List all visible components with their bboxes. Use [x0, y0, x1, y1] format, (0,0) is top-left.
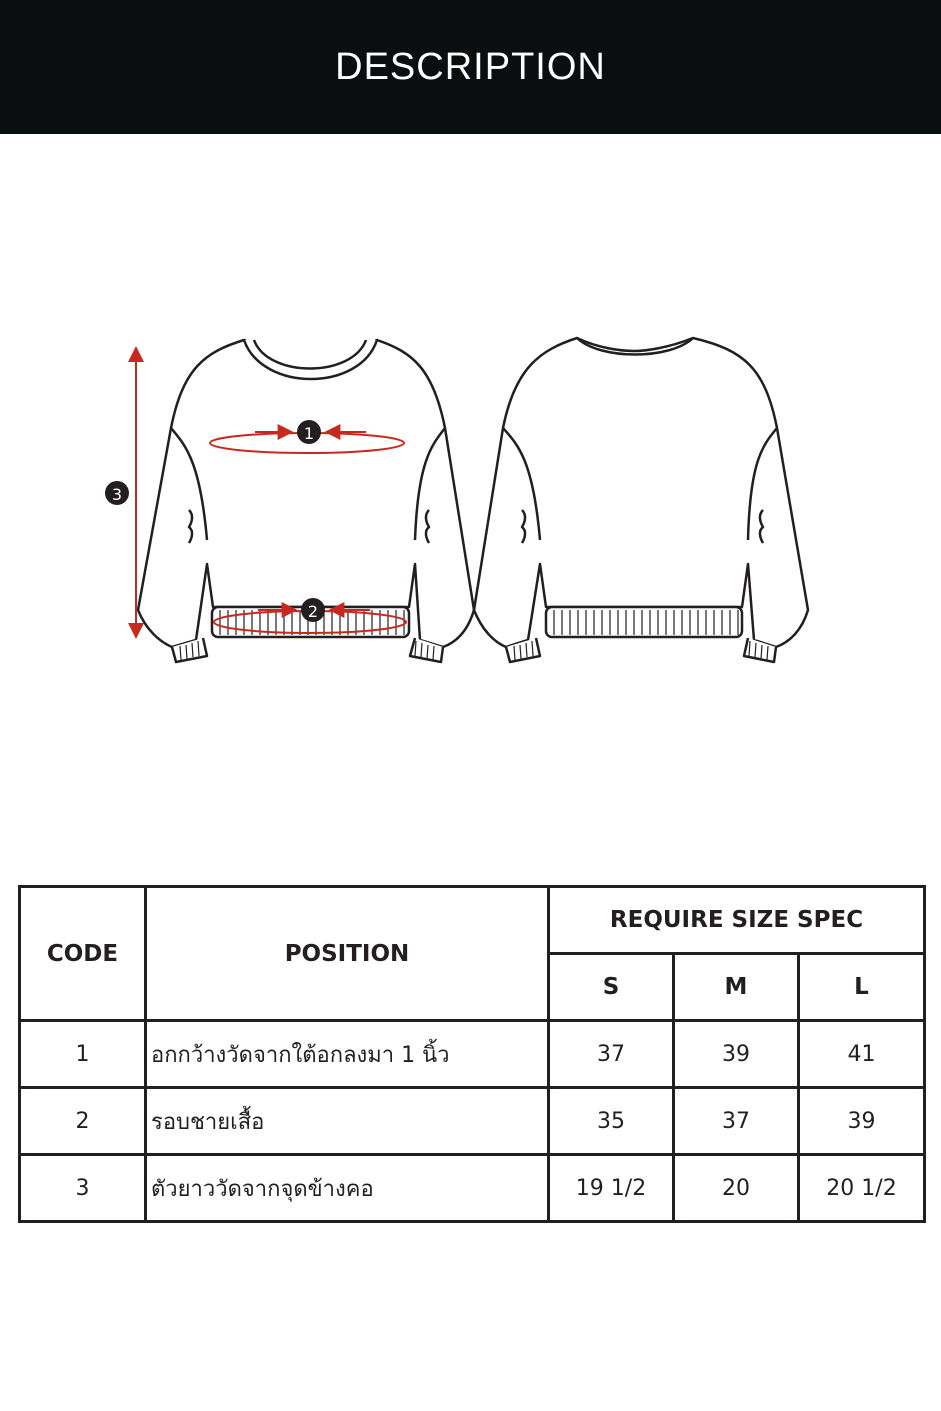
row-value-m: 37 — [674, 1088, 799, 1155]
code-header: CODE — [20, 887, 146, 1021]
row-position: รอบชายเสื้อ — [146, 1088, 549, 1155]
row-position: อกกว้างวัดจากใต้อกลงมา 1 นิ้ว — [146, 1021, 549, 1088]
row-value-l: 41 — [799, 1021, 925, 1088]
size-spec-table — [18, 885, 926, 1223]
size-m-header: M — [674, 954, 799, 1021]
row-value-l: 20 1/2 — [799, 1155, 925, 1222]
marker-2-label: 2 — [307, 602, 319, 621]
size-s-header: S — [549, 954, 674, 1021]
table-row — [20, 1155, 925, 1222]
length-measurement — [105, 346, 144, 639]
sweater-diagram — [0, 300, 941, 700]
size-spec-header: REQUIRE SIZE SPEC — [549, 887, 925, 954]
sweater-back-drawing — [474, 338, 808, 662]
row-value-l: 39 — [799, 1088, 925, 1155]
page-header — [0, 0, 941, 134]
marker-1-label: 1 — [303, 424, 315, 443]
row-value-s: 35 — [549, 1088, 674, 1155]
row-code: 1 — [20, 1021, 146, 1088]
row-code: 3 — [20, 1155, 146, 1222]
row-value-s: 37 — [549, 1021, 674, 1088]
marker-3-label: 3 — [111, 485, 123, 504]
size-l-header: L — [799, 954, 925, 1021]
row-value-m: 20 — [674, 1155, 799, 1222]
row-value-s: 19 1/2 — [549, 1155, 674, 1222]
row-position: ตัวยาววัดจากจุดข้างคอ — [146, 1155, 549, 1222]
position-header: POSITION — [146, 887, 549, 1021]
page-title: DESCRIPTION — [335, 45, 606, 88]
table-row — [20, 1021, 925, 1088]
table-row — [20, 1088, 925, 1155]
row-value-m: 39 — [674, 1021, 799, 1088]
row-code: 2 — [20, 1088, 146, 1155]
